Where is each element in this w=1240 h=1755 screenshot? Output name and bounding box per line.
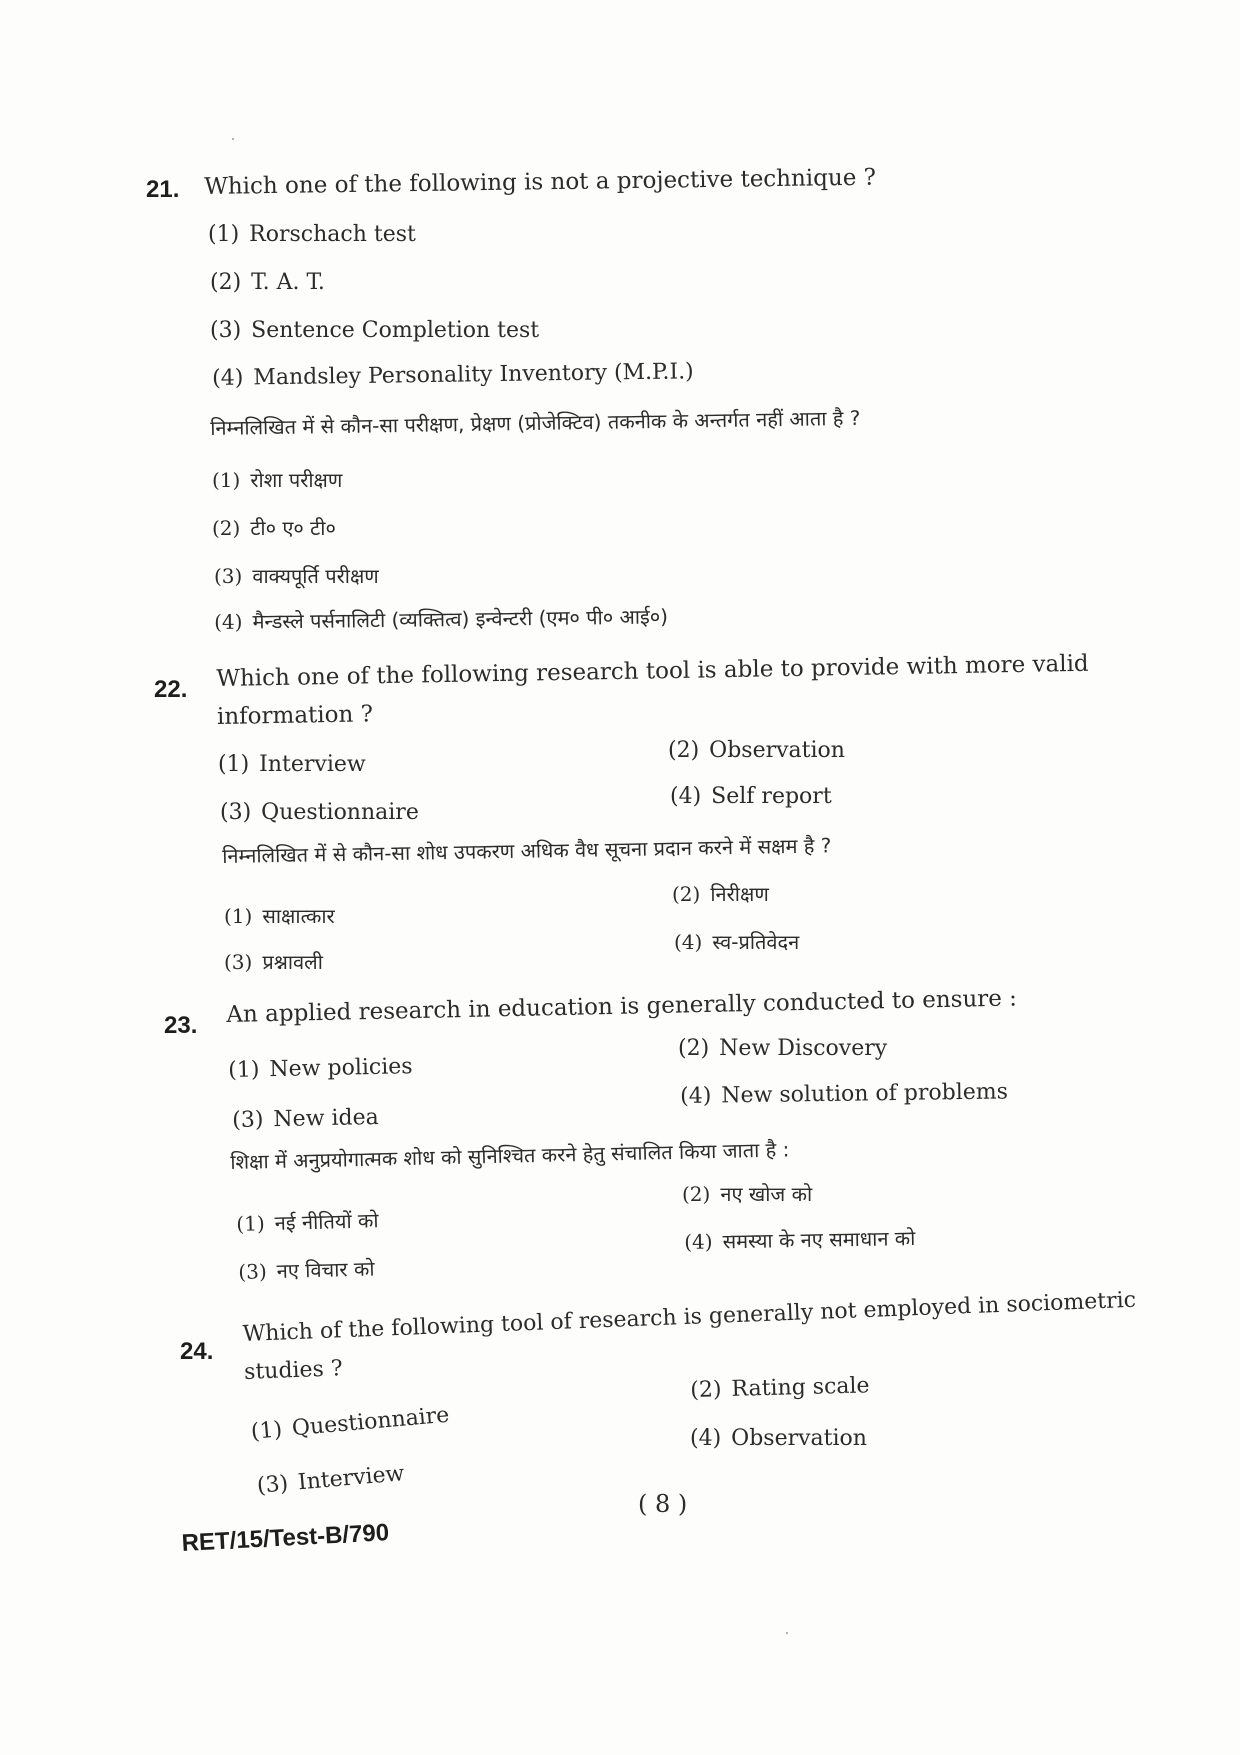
question-text-en bbox=[216, 645, 1090, 736]
option-en-4: (4) Self report bbox=[670, 784, 832, 809]
option-en-3: (3) Sentence Completion test bbox=[210, 318, 540, 343]
option-en-3: (3) Interview bbox=[256, 1461, 406, 1499]
question-text-hi: शिक्षा में अनुप्रयोगात्मक शोध को सुनिश्चित करने हेतु संचालित किया जाता है : bbox=[230, 1137, 790, 1174]
option-en-4: (4) Observation bbox=[690, 1426, 867, 1451]
option-hi-3: (3) नए विचार को bbox=[238, 1256, 375, 1284]
question-text-line: Which of the following tool of research is generally not employed in sociometric bbox=[242, 1287, 1137, 1347]
option-en-2: (2) Rating scale bbox=[690, 1373, 870, 1403]
option-en-1: (1) Rorschach test bbox=[208, 222, 416, 247]
option-en-2: (2) Observation bbox=[668, 738, 845, 763]
option-en-1: (1) New policies bbox=[228, 1054, 413, 1083]
option-hi-4: (4) मैन्डस्ले पर्सनालिटी (व्यक्तित्व) इन्वेन्टरी (एम० पी० आई०) bbox=[214, 604, 669, 634]
option-en-4: (4) Mandsley Personality Inventory (M.P.I.) bbox=[212, 359, 694, 391]
paper-code: RET/15/Test-B/790 bbox=[181, 1519, 390, 1557]
question-text-en: Which one of the following is not a projective technique ? bbox=[204, 164, 877, 200]
option-hi-2: (2) निरीक्षण bbox=[672, 882, 769, 906]
option-hi-3: (3) प्रश्नावली bbox=[224, 950, 323, 974]
option-hi-1: (1) साक्षात्कार bbox=[224, 904, 335, 928]
page-number: ( 8 ) bbox=[638, 1490, 688, 1518]
question-text-line: studies ? bbox=[243, 1356, 344, 1385]
question-number: 21. bbox=[146, 176, 180, 203]
option-en-2: (2) New Discovery bbox=[678, 1036, 888, 1061]
option-en-3: (3) Questionnaire bbox=[220, 800, 419, 825]
option-en-1: (1) Questionnaire bbox=[250, 1402, 451, 1445]
option-hi-1: (1) नई नीतियों को bbox=[236, 1208, 379, 1236]
question-number: 22. bbox=[154, 676, 188, 703]
option-hi-4: (4) समस्या के नए समाधान को bbox=[684, 1225, 916, 1254]
option-en-2: (2) T. A. T. bbox=[210, 270, 325, 295]
question-text-hi: निम्नलिखित में से कौन-सा परीक्षण, प्रेक्षण (प्रोजेक्टिव) तकनीक के अन्तर्गत नहीं आता है ? bbox=[210, 405, 861, 440]
question-text-hi: निम्नलिखित में से कौन-सा शोध उपकरण अधिक वैध सूचना प्रदान करने में सक्षम है ? bbox=[222, 833, 832, 868]
option-hi-1: (1) रोशा परीक्षण bbox=[212, 468, 343, 492]
scan-speck bbox=[786, 1632, 788, 1634]
scan-speck bbox=[232, 138, 234, 140]
option-hi-2: (2) टी० ए० टी० bbox=[212, 516, 336, 540]
option-en-1: (1) Interview bbox=[218, 752, 366, 777]
question-number: 24. bbox=[180, 1338, 214, 1365]
option-hi-4: (4) स्व-प्रतिवेदन bbox=[674, 930, 800, 954]
option-hi-2: (2) नए खोज को bbox=[682, 1182, 813, 1206]
option-hi-3: (3) वाक्यपूर्ति परीक्षण bbox=[214, 564, 379, 588]
question-text-line: Which one of the following research tool is able to provide with more valid bbox=[216, 650, 1089, 692]
question-text-en bbox=[242, 1282, 1138, 1392]
question-text-line: information ? bbox=[216, 701, 374, 730]
option-en-4: (4) New solution of problems bbox=[680, 1079, 1009, 1109]
option-en-3: (3) New idea bbox=[232, 1104, 380, 1133]
question-number: 23. bbox=[164, 1012, 198, 1039]
question-text-en: An applied research in education is generally conducted to ensure : bbox=[226, 985, 1018, 1028]
